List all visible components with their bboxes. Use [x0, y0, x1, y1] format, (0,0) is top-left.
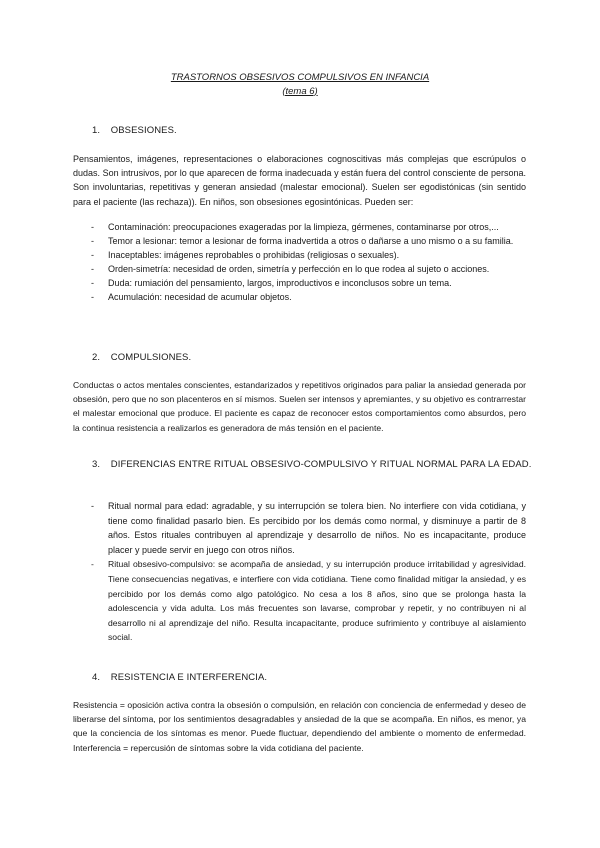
- section-paragraph: Pensamientos, imágenes, representaciones o elaboraciones cognoscitivas más complejas que escrúpulos o dudas. Son intrusivos, por lo que aparecen de forma inadecuada y están fuera del control consciente de persona. Son involuntarias, repetitivas y generan ansiedad (malestar emocional). Suelen ser egodistónicas (sin sentido para el paciente (las rechaza)). En niños, son obsesiones egosintónicas. Pueden ser:: [73, 154, 526, 207]
- section-number: 2.: [92, 352, 101, 363]
- section-heading-compulsiones: [92, 351, 191, 365]
- list-item: - Temor a lesionar: temor a lesionar de forma inadvertida a otros o dañarse a uno mismo o a su familia.: [90, 234, 526, 248]
- section-number: 4.: [92, 672, 101, 683]
- document-subtitle: (tema 6): [282, 85, 318, 97]
- section-paragraph: Conductas o actos mentales conscientes, estandarizados y repetitivos originados para paliar la ansiedad generada por obsesión, pero que no son placenteros en sí mismos. Suelen ser intensos y apremiantes, y su objetivo es contrarrestar el malestar emocional que produce. El paciente es capaz de reconocer estos comportamientos como absurdos, pero la continua resistencia a realizarlos es generadora de más tensión en el paciente.: [73, 380, 526, 433]
- obsession-types-list: [90, 220, 526, 304]
- list-item: - Acumulación: necesidad de acumular objetos.: [90, 290, 526, 304]
- section-heading-obsesiones: [92, 124, 177, 138]
- section-number: 3.: [92, 459, 101, 470]
- section-title: COMPULSIONES.: [110, 352, 192, 363]
- list-item: - Ritual obsesivo-compulsivo: se acompaña de ansiedad, y su interrupción produce irritabilidad y agresividad. Tiene consecuencias negativas, e interfiere con vida cotidiana. Tiene como finalidad mitigar la ansiedad, y es percibido por los demás como algo patológico. No cesa a los 8 años, sino que se prolonga hasta la adolescencia y vida adulta. Los más frecuentes son lavarse, comprobar y repetir, y no contribuyen ni al desarrollo ni al aprendizaje del niño. Resulta incapacitante, produce sufrimiento y contribuye al aislamiento social.: [90, 557, 526, 645]
- list-item: - Inaceptables: imágenes reprobables o prohibidas (religiosas o sexuales).: [90, 248, 526, 262]
- section-heading-resistencia: [92, 671, 267, 685]
- section-title: OBSESIONES.: [110, 125, 177, 136]
- ritual-comparison-list: [90, 499, 526, 645]
- document-title-line: TRASTORNOS OBSESIVOS COMPULSIVOS EN INFANCIA: [170, 72, 430, 83]
- list-item: - Ritual normal para edad: agradable, y su interrupción se tolera bien. No interfiere con vida cotidiana, y tiene como finalidad pasarlo bien. Es percibido por los demás como normal, y disminuye a partir de 8 años. Estos rituales contribuyen al aprendizaje y desarrollo de niños. No es incapacitante, produce placer y puede servir en juego con otros niños.: [90, 499, 526, 557]
- list-item: - Orden-simetría: necesidad de orden, simetría y perfección en lo que rodea al sujeto o acciones.: [90, 262, 526, 276]
- section-title: DIFERENCIAS ENTRE RITUAL OBSESIVO-COMPULSIVO Y RITUAL NORMAL PARA LA EDAD.: [110, 459, 532, 470]
- section-heading-diferencias: [92, 458, 536, 472]
- list-item: - Contaminación: preocupaciones exageradas por la limpieza, gérmenes, contaminarse por otros,...: [90, 220, 526, 234]
- list-item: - Duda: rumiación del pensamiento, largos, improductivos e inconclusos sobre un tema.: [90, 276, 526, 290]
- section-paragraph: Resistencia = oposición activa contra la obsesión o compulsión, en relación con conciencia de enfermedad y deseo de liberarse del síntoma, por los sentimientos desagradables y ansiedad de la que se acompaña. En niños, es menor, ya que la conciencia de los síntomas es menor. Puede fluctuar, dependiendo del ambiente o momento de enfermedad. Interferencia = repercusión de síntomas sobre la vida cotidiana del paciente.: [73, 700, 526, 753]
- section-title: RESISTENCIA E INTERFERENCIA.: [110, 672, 268, 683]
- section-number: 1.: [92, 125, 101, 136]
- document-title: [0, 71, 600, 98]
